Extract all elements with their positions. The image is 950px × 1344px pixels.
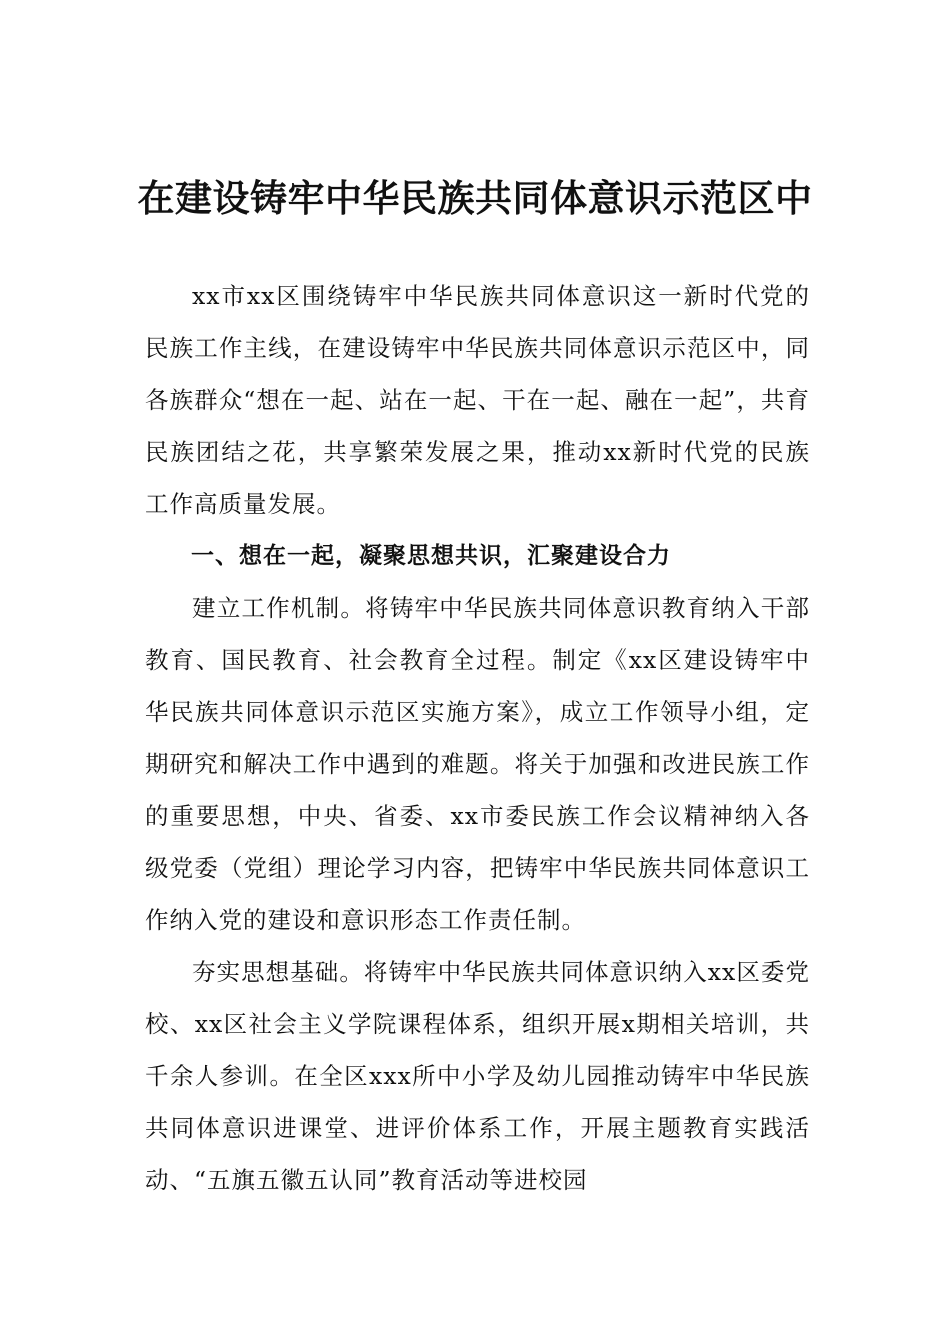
section-heading: 一、想在一起，凝聚思想共识，汇聚建设合力 [191,543,671,569]
document-title: 在建设铸牢中华民族共同体意识示范区中 [137,176,813,220]
intro-paragraph: xx市xx区围绕铸牢中华民族共同体意识这一新时代党的民族工作主线，在建设铸牢中华民族共同体意识示范区中，同各族群众“想在一起、站在一起、干在一起、融在一起”，共育民族团结之花，共享繁荣发展之果，推动xx新时代党的民族工作高质量发展。 [145,282,810,518]
body-paragraph-mechanism: 建立工作机制。将铸牢中华民族共同体意识教育纳入干部教育、国民教育、社会教育全过程。制定《xx区建设铸牢中华民族共同体意识示范区实施方案》，成立工作领导小组，定期研究和解决工作中遇到的难题。将关于加强和改进民族工作的重要思想，中央、省委、xx市委民族工作会议精神纳入各级党委（党组）理论学习内容，把铸牢中华民族共同体意识工作纳入党的建设和意识形态工作责任制。 [145,594,810,934]
body-paragraph-foundation: 夯实思想基础。将铸牢中华民族共同体意识纳入xx区委党校、xx区社会主义学院课程体系，组织开展x期相关培训，共千余人参训。在全区xxx所中小学及幼儿园推动铸牢中华民族共同体意识进课堂、进评价体系工作，开展主题教育实践活动、“五旗五徽五认同”教育活动等进校园 [145,958,810,1194]
document-body [145,270,810,1206]
